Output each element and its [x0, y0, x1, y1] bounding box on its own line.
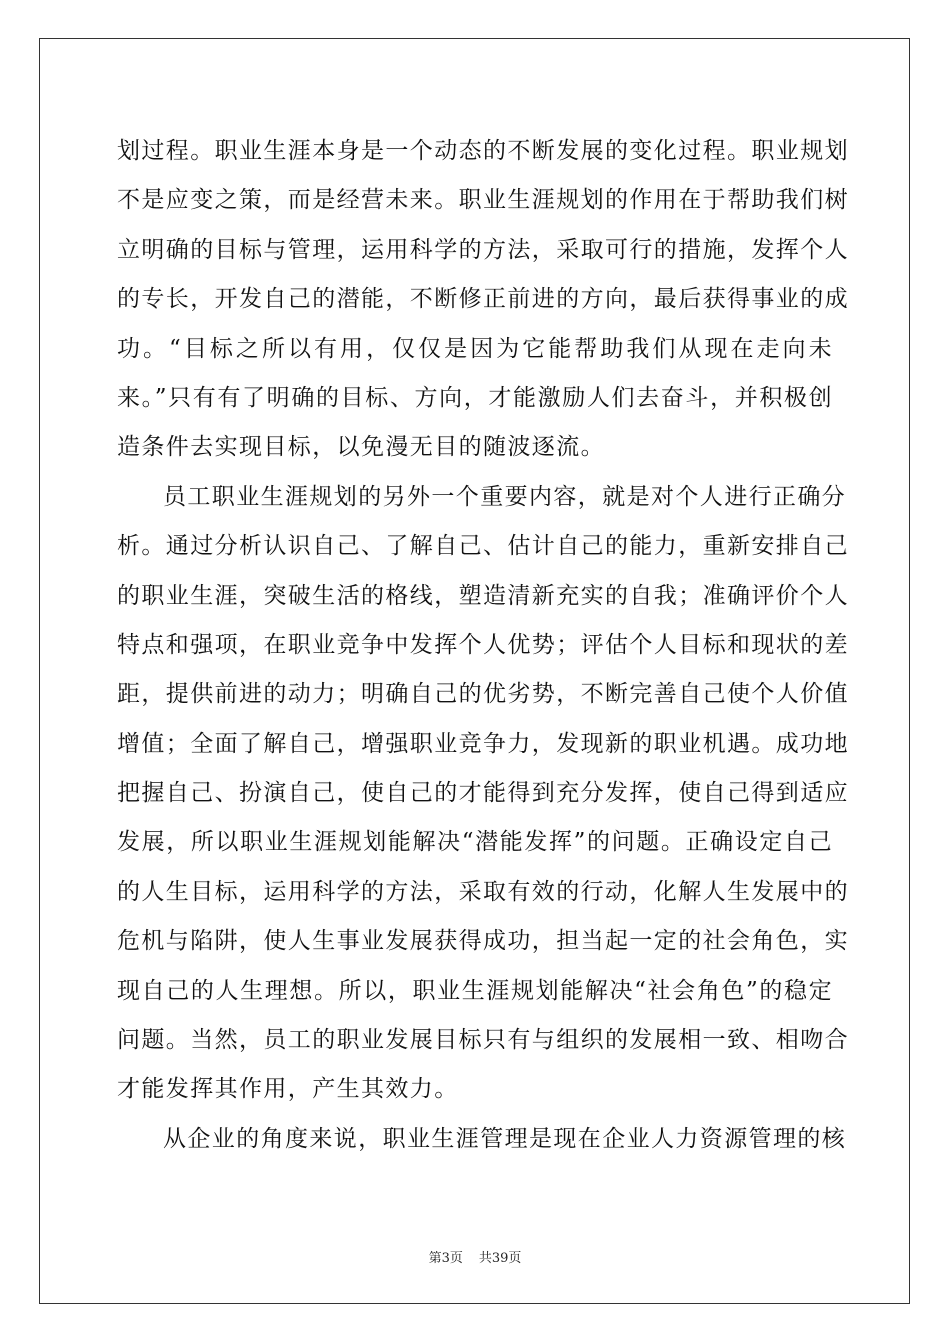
page-footer — [0, 1247, 950, 1266]
text-line: 从企业的角度来说，职业生涯管理是现在企业人力资源管理的核 — [163, 1125, 847, 1152]
text-line: 才能发挥其作用，产生其效力。 — [117, 1076, 459, 1103]
text-line: 员工职业生涯规划的另外一个重要内容，就是对个人进行正确分 — [163, 483, 847, 510]
text-line: 的人生目标，运用科学的方法，采取有效的行动，化解人生发展中的 — [117, 878, 849, 905]
text-line: 不是应变之策，而是经营未来。职业生涯规划的作用在于帮助我们树 — [117, 187, 849, 214]
text-line: 把握自己、扮演自己，使自己的才能得到充分发挥，使自己得到适应 — [117, 780, 849, 807]
text-line: 立明确的目标与管理，运用科学的方法，采取可行的措施，发挥个人 — [117, 236, 849, 263]
text-line: 划过程。职业生涯本身是一个动态的不断发展的变化过程。职业规划 — [117, 138, 849, 164]
text-line: 距，提供前进的动力；明确自己的优劣势，不断完善自己使个人价值 — [117, 681, 849, 708]
page-number: 第3页 — [428, 1251, 463, 1266]
text-line: 现自己的人生理想。所以，职业生涯规划能解决“社会角色”的稳定 — [117, 977, 833, 1004]
text-line: 增值；全面了解自己，增强职业竞争力，发现新的职业机遇。成功地 — [117, 730, 849, 757]
page-total: 共39页 — [478, 1251, 522, 1266]
text-line: 功。“目标之所以有用，仅仅是因为它能帮助我们从现在走向未 — [117, 335, 833, 362]
text-line: 来。”只有有了明确的目标、方向，才能激励人们去奋斗，并积极创 — [117, 384, 833, 411]
text-line: 的职业生涯，突破生活的格线，塑造清新充实的自我；准确评价个人 — [117, 582, 849, 609]
text-line: 发展，所以职业生涯规划能解决“潜能发挥”的问题。正确设定自己 — [117, 829, 833, 856]
text-line: 析。通过分析认识自己、了解自己、估计自己的能力，重新安排自己 — [117, 533, 849, 560]
text-line: 造条件去实现目标，以免漫无目的随波逐流。 — [117, 434, 605, 461]
document-body — [117, 127, 849, 1164]
text-line: 的专长，开发自己的潜能，不断修正前进的方向，最后获得事业的成 — [117, 286, 849, 313]
text-line: 问题。当然，员工的职业发展目标只有与组织的发展相一致、相吻合 — [117, 1027, 849, 1054]
text-line: 特点和强项，在职业竞争中发挥个人优势；评估个人目标和现状的差 — [117, 631, 849, 658]
text-line: 危机与陷阱，使人生事业发展获得成功，担当起一定的社会角色，实 — [117, 928, 849, 955]
